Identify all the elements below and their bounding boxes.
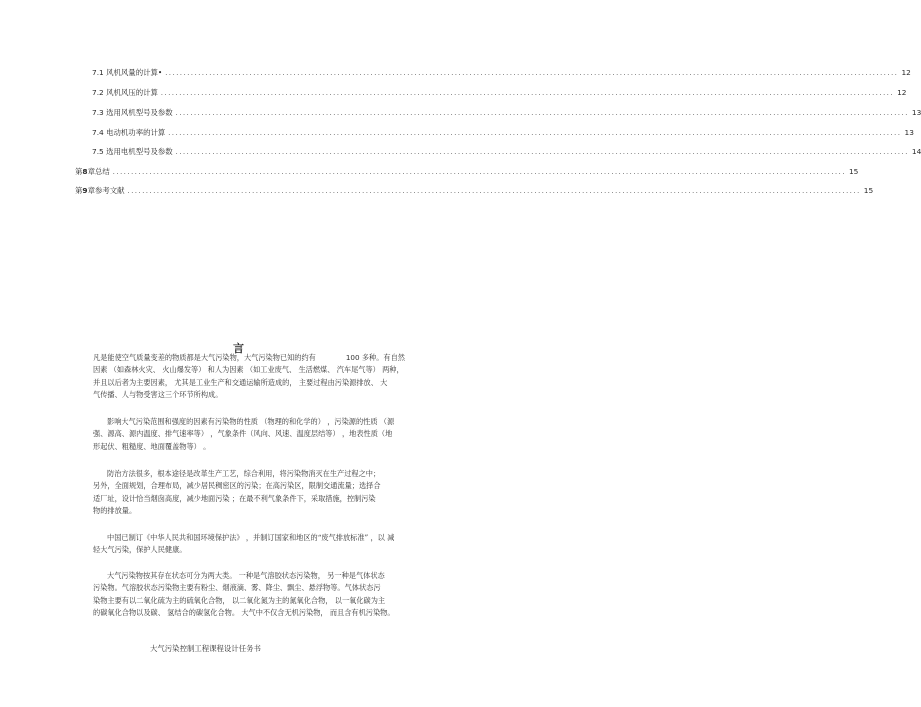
- paragraph-line: 气传播、人与物受害这三个环节所构成。: [93, 389, 223, 399]
- toc-entry-number: 7.2: [92, 87, 104, 97]
- paragraph-3: [93, 468, 437, 517]
- toc-entry-title: 选用电机型号及参数: [106, 146, 173, 156]
- paragraph-line: 中国已制订《中华人民共和国环境保护法》 ，并制订国家和地区的“废气排放标准” ，以 减: [107, 533, 395, 542]
- toc-entry-number: 7.4: [92, 127, 104, 137]
- paragraph-line: 另外，全面规划，合理布局，减少居民稠密区的污染；在高污染区，限制交通流量；选择合: [93, 481, 381, 491]
- toc-entry-number: 7.3: [92, 107, 104, 117]
- toc-leader-dots: ........................................................................................................................................................................................................: [160, 88, 895, 97]
- toc-entry-7-5[interactable]: [92, 143, 921, 156]
- toc-entry-number: 7.1: [92, 67, 104, 77]
- paragraph-line: 凡是能使空气质量变差的物质都是大气污染物，大气污染物已知的约有: [93, 353, 316, 362]
- paragraph-line: 染物主要有以二氧化硫为主的硫氧化合物， 以二氧化氮为主的氮氧化合物， 以一氧化碳为主: [93, 595, 386, 605]
- paragraph-2: [93, 416, 437, 453]
- toc-leader-dots: ........................................................................................................................................................................................................: [127, 186, 861, 195]
- toc-entry-7-2[interactable]: [92, 84, 907, 97]
- paragraph-line: 防治方法很多，根本途径是改革生产工艺，综合利用，将污染物消灭在生产过程之中；: [107, 469, 381, 478]
- toc-leader-dots: ........................................................................................................................................................................................................: [175, 147, 909, 156]
- toc-leader-dots: ........................................................................................................................................................................................................: [165, 68, 899, 77]
- paragraph-line: 轻大气污染，保护人民健康。: [93, 545, 187, 555]
- toc-chapter-8[interactable]: [75, 163, 859, 176]
- paragraph-line: 大气污染物按其存在状态可分为两大类。 一种是气溶胶状态污染物， 另一种是气体状态: [107, 571, 385, 580]
- paragraph-line: 100 多种。有自然: [345, 353, 405, 362]
- toc-entry-page: 13: [911, 107, 921, 117]
- paragraph-line: 因素 （如森林火灾、 火山爆发等） 和人为因素 （如工业废气、 生活燃煤、 汽车尾气等） 两种，: [93, 365, 404, 375]
- chapter-number: 9: [82, 185, 88, 195]
- toc-entry-number: 7.5: [92, 146, 104, 156]
- chapter-prefix: 第: [75, 166, 83, 176]
- toc-entry-page: 12: [897, 87, 907, 97]
- toc-entry-page: 12: [901, 67, 911, 77]
- toc-leader-dots: ........................................................................................................................................................................................................: [175, 108, 909, 117]
- chapter-title: 章参考文献: [87, 185, 125, 195]
- document-footer-title: 大气污染控制工程课程设计任务书: [150, 644, 261, 653]
- toc-entry-title: 风机风量的计算•: [106, 67, 163, 77]
- chapter-title: 章总结: [87, 166, 110, 176]
- paragraph-4: [93, 532, 437, 557]
- section-heading: 言: [233, 342, 245, 355]
- paragraph-5: [93, 570, 437, 619]
- toc-entry-title: 风机风压的计算: [106, 87, 158, 97]
- toc-entry-title: 选用风机型号及参数: [106, 107, 173, 117]
- paragraph-1: [93, 352, 433, 401]
- chapter-prefix: 第: [75, 185, 83, 195]
- toc-entry-page: 13: [904, 127, 914, 137]
- chapter-number: 8: [82, 166, 88, 176]
- paragraph-line: 并且以后者为主要因素， 尤其是工业生产和交通运输所造成的， 主要过程由污染源排放、 大: [93, 377, 388, 387]
- toc-chapter-page: 15: [863, 185, 874, 195]
- paragraph-line: 物的排放量。: [93, 505, 137, 515]
- paragraph-line: 的碳氧化合物以及碳、 氢结合的碳氢化合物。 大气中不仅含无机污染物， 而且含有机污染物。: [93, 607, 395, 617]
- toc-entry-7-3[interactable]: [92, 104, 921, 117]
- paragraph-line: 适厂址，设计恰当烟囱高度，减少地面污染 ；在最不利气象条件下，采取措施，控制污染: [93, 493, 376, 503]
- toc-entry-title: 电动机功率的计算: [106, 127, 166, 137]
- paragraph-line: 形起伏、粗糙度、地面覆盖物等） 。: [93, 441, 211, 451]
- paragraph-line: 污染物。气溶胶状态污染物主要有粉尘、烟液滴、雾、降尘、飘尘、悬浮物等。气体状态污: [93, 583, 381, 593]
- paragraph-line: 强、源高、源内温度、排气速率等） ，气象条件（风向、风速、温度层结等） ，地表性质（地: [93, 429, 393, 439]
- toc-chapter-9[interactable]: [75, 182, 874, 195]
- toc-entry-page: 14: [911, 146, 921, 156]
- toc-entry-7-1[interactable]: [92, 64, 911, 77]
- toc-leader-dots: ........................................................................................................................................................................................................: [168, 128, 902, 137]
- toc-entry-7-4[interactable]: [92, 124, 914, 137]
- toc-chapter-page: 15: [848, 166, 859, 176]
- paragraph-line: 影响大气污染范围和强度的因素有污染物的性质 （物理的和化学的） ，污染源的性质 （源: [107, 417, 395, 426]
- toc-leader-dots: ........................................................................................................................................................................................................: [112, 167, 846, 176]
